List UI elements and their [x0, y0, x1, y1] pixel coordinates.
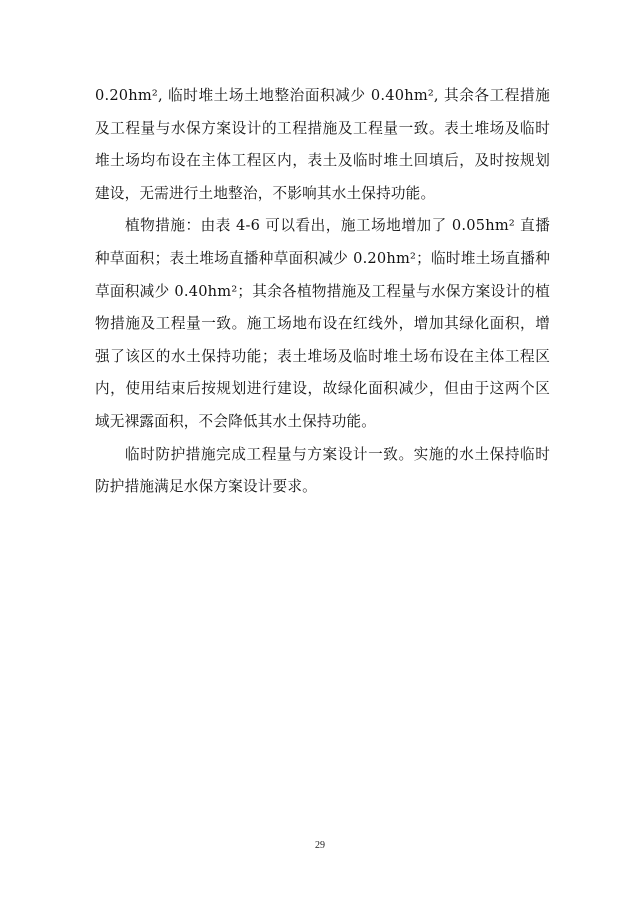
body-text [95, 80, 550, 504]
paragraph-temporary-protection: 临时防护措施完成工程量与方案设计一致。实施的水土保持临时防护措施满足水保方案设计要求。 [95, 445, 550, 496]
page-number: 29 [315, 840, 325, 851]
paragraph-engineering-continued: 0.20hm², 临时堆土场土地整治面积减少 0.40hm², 其余各工程措施及工程量与水保方案设计的工程措施及工程量一致。表土堆场及临时堆土场均布设在主体工程区内，表土及临时堆土回填后，及时按规划建设，无需进行土地整治，不影响其水土保持功能。 [95, 87, 550, 202]
paragraph-plant-measures: 植物措施：由表 4-6 可以看出，施工场地增加了 0.05hm² 直播种草面积；表土堆场直播种草面积减少 0.20hm²；临时堆土场直播种草面积减少 0.40hm²；其余各植物措施及工程量与水保方案设计的植物措施及工程量一致。施工场地布设在红线外，增加其绿化面积，增强了该区的水土保持功能；表土堆场及临时堆土场布设在主体工程区内，使用结束后按规划进行建设，故绿化面积减少，但由于这两个区域无裸露面积，不会降低其水土保持功能。 [95, 217, 550, 430]
